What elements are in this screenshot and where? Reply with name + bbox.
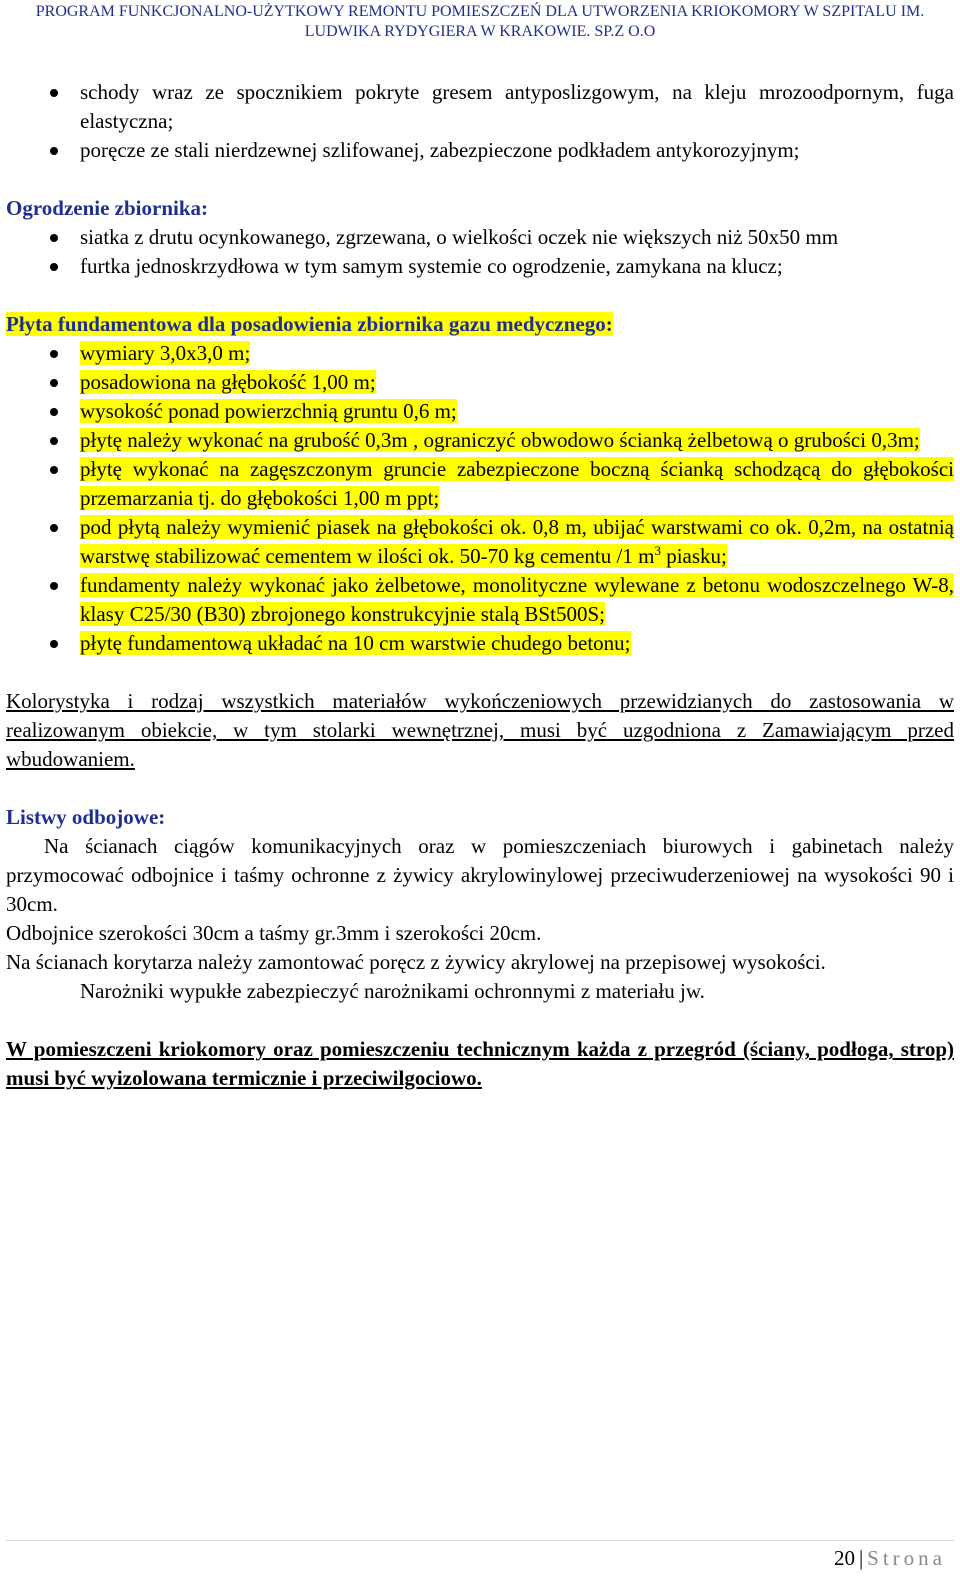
list-item-text-sand [80,515,954,568]
list-item [6,426,954,455]
page-header [0,0,960,44]
list-item [6,368,954,397]
page-footer [834,1545,946,1571]
colors-note: Kolorystyka i rodzaj wszystkich materiałów wykończeniowych przewidzianych do zastosowania w realizowanym obiekcie, w tym stolarki wewnętrznej, musi być uzgodniona z Zamawiającym przed wbudowaniem. [6,689,954,771]
fence-list [6,223,954,281]
list-item-text: płytę fundamentową układać na 10 cm warstwie chudego betonu; [80,631,631,655]
list-item: schody wraz ze spocznikiem pokryte gresem antyposlizgowym, na kleju mrozoodpornym, fuga elastyczna; [6,78,954,136]
list-item [6,571,954,629]
footer-separator: | [858,1546,864,1570]
stairs-list [6,78,954,165]
list-item-text: wysokość ponad powierzchnią gruntu 0,6 m; [80,399,457,423]
document-body [6,78,954,1093]
slab-list [6,339,954,658]
spacer [6,281,954,310]
list-item: poręcze ze stali nierdzewnej szlifowanej, zabezpieczone podkładem antykorozyjnym; [6,136,954,165]
header-line-2: LUDWIKA RYDYGIERA W KRAKOWIE. SP.Z O.O [304,23,656,40]
spacer [6,658,954,687]
bumpers-paragraph-3: Na ścianach korytarza należy zamontować poręcz z żywicy akrylowej na przepisowej wysokości. [6,950,826,974]
page-number: 20 [833,1546,855,1570]
slab-heading-row [6,310,954,339]
list-item [6,629,954,658]
bumpers-paragraph-4: Narożniki wypukłe zabezpieczyć narożnikami ochronnymi z materiału jw. [80,979,705,1003]
list-item-text: płytę wykonać na zagęszczonym gruncie zabezpieczone boczną ścianką schodzącą do głębokości przemarzania tj. do głębokości 1,00 m ppt; [80,457,954,510]
list-item [6,339,954,368]
list-item [6,513,954,571]
slab-heading: Płyta fundamentowa dla posadowienia zbiornika gazu medycznego: [6,312,613,336]
spacer [6,774,954,803]
list-item: siatka z drutu ocynkowanego, zgrzewana, o wielkości oczek nie większych niż 50x50 mm [6,223,954,252]
fence-heading: Ogrodzenie zbiornika: [6,196,209,220]
superscript-3: 3 [654,543,661,558]
sand-text: pod płytą należy wymienić piasek na głębokości ok. 0,8 m, ubijać warstwami co ok. 0,2m, na ostatnią warstwę stabilizować cementem w ilości ok. 50-70 kg cementu /1 m [80,515,954,568]
bumpers-paragraph-2: Odbojnice szerokości 30cm a taśmy gr.3mm i szerokości 20cm. [6,921,542,945]
header-line-1: PROGRAM FUNKCJONALNO-UŻYTKOWY REMONTU POMIESZCZEŃ DLA UTWORZENIA KRIOKOMORY W SZPITALU IM. [35,3,925,20]
sand-text-end: piasku; [660,544,727,568]
list-item: furtka jednoskrzydłowa w tym samym systemie co ogrodzenie, zamykana na klucz; [6,252,954,281]
list-item [6,455,954,513]
spacer [6,1006,954,1035]
footer-divider [6,1540,954,1541]
list-item-text: płytę należy wykonać na grubość 0,3m , ograniczyć obwodowo ścianką żelbetową o grubości 0,3m; [80,428,920,452]
bumpers-heading: Listwy odbojowe: [6,805,166,829]
list-item-text: wymiary 3,0x3,0 m; [80,341,251,365]
list-item-text: posadowiona na głębokość 1,00 m; [80,370,376,394]
list-item-text: fundamenty należy wykonać jako żelbetowe, monolityczne wylewane z betonu wodoszczelnego W-8, klasy C25/30 (B30) zbrojonego konstrukcyjnie stalą BSt500S; [80,573,954,626]
footer-label: Strona [867,1546,946,1570]
list-item [6,397,954,426]
spacer [6,165,954,194]
final-note: W pomieszczeni kriokomory oraz pomieszczeniu technicznym każda z przegród (ściany, podłoga, strop) musi być wyizolowana termicznie i przeciwilgociowo. [6,1037,954,1090]
bumpers-paragraph-1: Na ścianach ciągów komunikacyjnych oraz w pomieszczeniach biurowych i gabinetach należy przymocować odbojnice i taśmy ochronne z żywicy akrylowinylowej przeciwuderzeniowej na wysokości 90 i 30cm. [6,834,954,916]
